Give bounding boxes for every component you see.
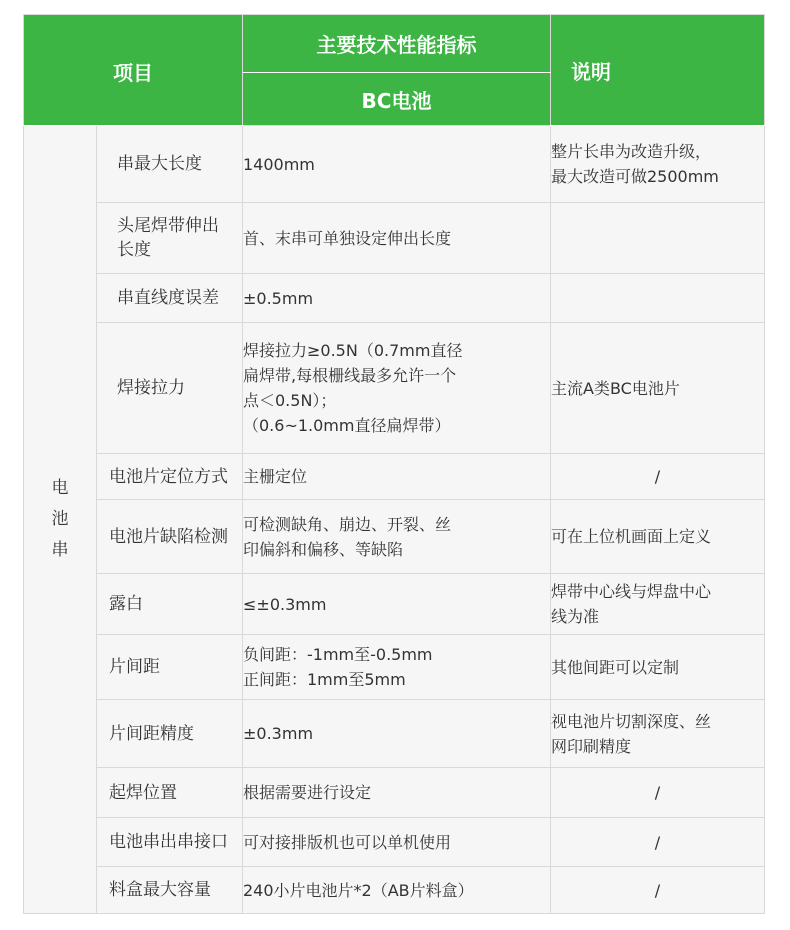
row-note: /	[551, 454, 765, 500]
group-label: 电 池 串	[24, 126, 97, 914]
row-value: 可检测缺角、崩边、开裂、丝 印偏斜和偏移、等缺陷	[243, 500, 551, 574]
row-note	[551, 274, 765, 323]
row-value: 主栅定位	[243, 454, 551, 500]
row-value: ≤±0.3mm	[243, 574, 551, 635]
table-body	[24, 126, 765, 914]
row-note: /	[551, 768, 765, 818]
table-row	[24, 203, 765, 274]
row-note: 其他间距可以定制	[551, 635, 765, 700]
row-name: 片间距	[97, 635, 243, 700]
row-value: 负间距：-1mm至-0.5mm 正间距：1mm至5mm	[243, 635, 551, 700]
header-spec-sub: BC电池	[243, 73, 551, 126]
spec-table	[23, 14, 765, 914]
row-note	[551, 203, 765, 274]
table-row	[24, 454, 765, 500]
table-row	[24, 274, 765, 323]
row-name: 起焊位置	[97, 768, 243, 818]
header-note: 说明	[551, 15, 765, 126]
row-name: 焊接拉力	[97, 323, 243, 454]
row-name: 料盒最大容量	[97, 867, 243, 914]
table-row	[24, 768, 765, 818]
table-header	[24, 15, 765, 126]
table-row	[24, 635, 765, 700]
row-note: 整片长串为改造升级， 最大改造可做2500mm	[551, 126, 765, 203]
row-name: 电池片定位方式	[97, 454, 243, 500]
row-name: 片间距精度	[97, 700, 243, 768]
row-note: 焊带中心线与焊盘中心 线为准	[551, 574, 765, 635]
header-item: 项目	[24, 15, 243, 126]
table-row	[24, 323, 765, 454]
table-row	[24, 700, 765, 768]
table-row	[24, 126, 765, 203]
table-row	[24, 867, 765, 914]
row-name: 串最大长度	[97, 126, 243, 203]
row-name: 头尾焊带伸出 长度	[97, 203, 243, 274]
header-spec-title: 主要技术性能指标	[243, 15, 551, 73]
row-note: 视电池片切割深度、丝 网印刷精度	[551, 700, 765, 768]
row-value: 1400mm	[243, 126, 551, 203]
row-value: 焊接拉力≥0.5N（0.7mm直径 扁焊带,每根栅线最多允许一个 点＜0.5N）； （0.6~1.0mm直径扁焊带）	[243, 323, 551, 454]
row-note: /	[551, 818, 765, 867]
row-note: 可在上位机画面上定义	[551, 500, 765, 574]
row-value: 可对接排版机也可以单机使用	[243, 818, 551, 867]
row-value: 根据需要进行设定	[243, 768, 551, 818]
row-name: 露白	[97, 574, 243, 635]
row-value: ±0.5mm	[243, 274, 551, 323]
row-note: /	[551, 867, 765, 914]
row-name: 电池串出串接口	[97, 818, 243, 867]
row-name: 电池片缺陷检测	[97, 500, 243, 574]
row-value: ±0.3mm	[243, 700, 551, 768]
table-row	[24, 500, 765, 574]
table-row	[24, 574, 765, 635]
row-note: 主流A类BC电池片	[551, 323, 765, 454]
row-value: 首、末串可单独设定伸出长度	[243, 203, 551, 274]
row-value: 240小片电池片*2（AB片料盒）	[243, 867, 551, 914]
row-name: 串直线度误差	[97, 274, 243, 323]
table-row	[24, 818, 765, 867]
